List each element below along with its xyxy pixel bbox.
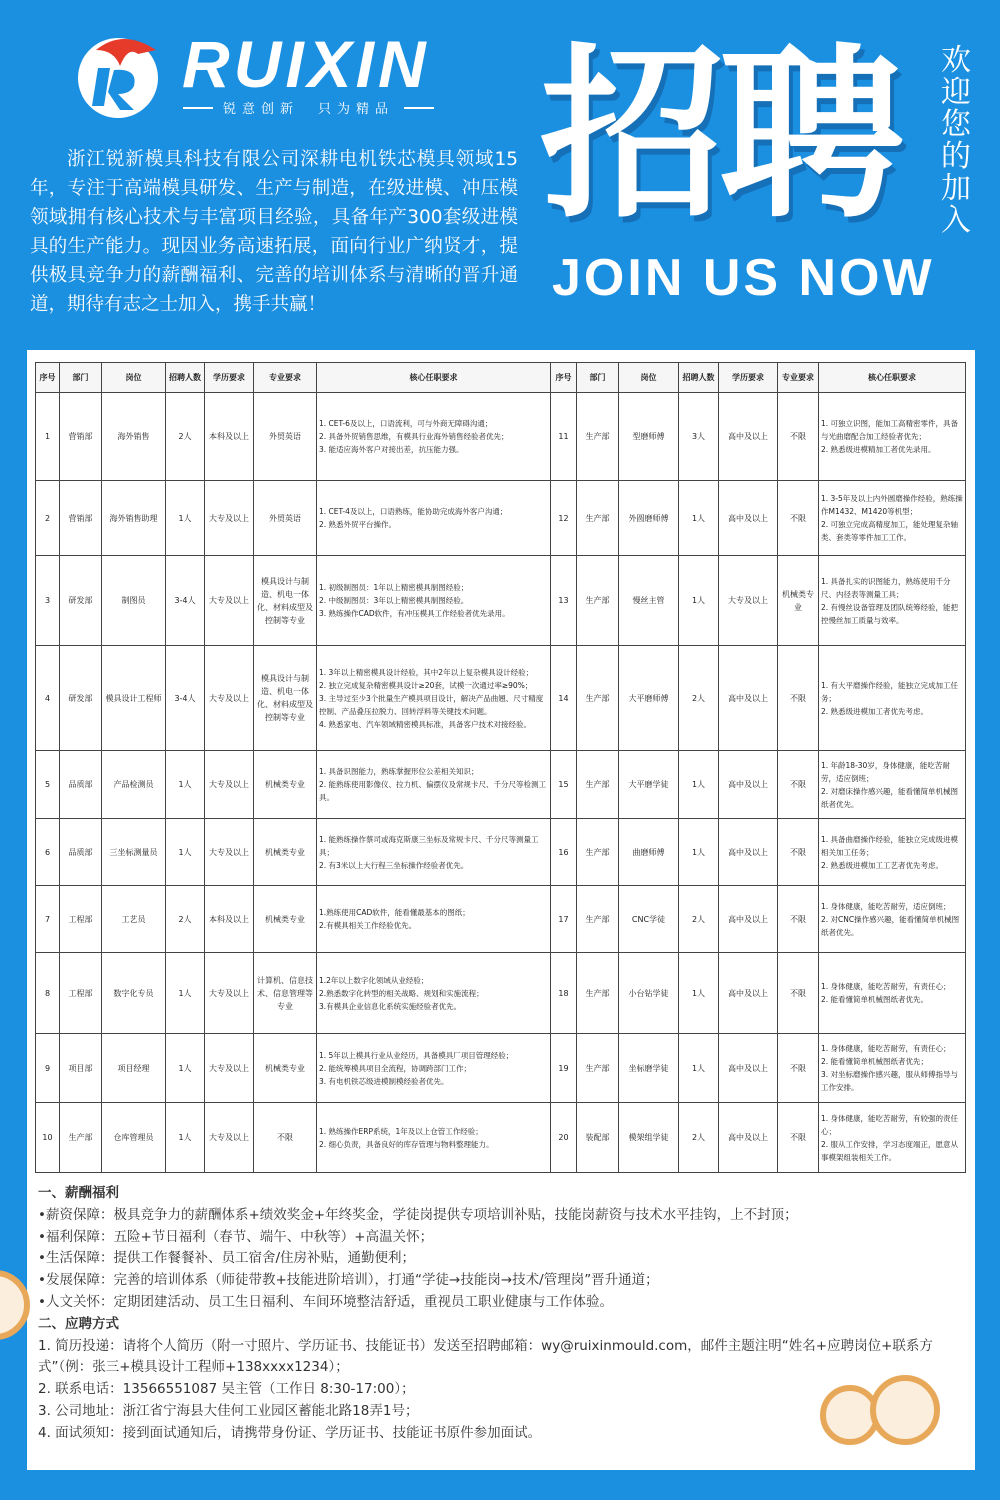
- education-cell: 大专及以上: [205, 556, 254, 646]
- requirements-cell: 1. 具备识图能力，熟练掌握形位公差相关知识； 2. 能熟练使用影像仪、拉力机、偏摆仪及常规卡尺、千分尺等检测工具。: [317, 751, 551, 819]
- position-cell: 制图员: [102, 556, 166, 646]
- requirements-cell: 1. 熟练操作ERP系统，1年及以上仓管工作经验； 2. 细心负责，具备良好的库存管理与物料整理能力。: [317, 1103, 551, 1173]
- column-header: 核心任职要求: [317, 363, 551, 393]
- education-cell: 高中及以上: [719, 481, 778, 556]
- table-header: [36, 363, 966, 393]
- headcount-cell: 3-4人: [166, 646, 205, 751]
- position-cell: 模具设计工程师: [102, 646, 166, 751]
- headcount-cell: 1人: [679, 953, 719, 1034]
- education-cell: 大专及以上: [205, 819, 254, 886]
- seq-cell: 20: [551, 1103, 577, 1173]
- requirements-cell: 1. 3年以上精密模具设计经验，其中2年以上复杂模具设计经验； 2. 独立完成复杂精密模具设计≥20套，试模一次通过率≥90%； 3. 主导过至少3个批量生产模具项目设计，解决产品曲翘、尺寸精度控制、产品叠压拉脱力、回转浮料等关键技术问题。 4. 熟悉家电、汽车领域精密模具标准，具备客户技术对接经验。: [317, 646, 551, 751]
- position-cell: 小台钻学徒: [619, 953, 679, 1034]
- major-cell: 不限: [778, 751, 819, 819]
- column-header: 学历要求: [205, 363, 254, 393]
- table-row: [36, 393, 966, 481]
- education-cell: 本科及以上: [205, 393, 254, 481]
- headcount-cell: 1人: [679, 556, 719, 646]
- benefit-item: •薪资保障：极具竞争力的薪酬体系+绩效奖金+年终奖金，学徒岗提供专项培训补贴，技能岗薪资与技术水平挂钩，上不封顶；: [38, 1206, 798, 1223]
- headcount-cell: 1人: [679, 751, 719, 819]
- major-cell: 外贸英语: [254, 481, 317, 556]
- apply-item: 2. 联系电话：13566551087 吴主管（工作日 8:30-17:00）；: [38, 1381, 415, 1398]
- major-cell: 不限: [778, 1103, 819, 1173]
- headcount-cell: 2人: [679, 1103, 719, 1173]
- column-header: 专业要求: [778, 363, 819, 393]
- department-cell: 生产部: [577, 481, 619, 556]
- column-header: 序号: [551, 363, 577, 393]
- benefit-item: •发展保障：完善的培训体系（师徒带教+技能进阶培训），打通“学徒→技能岗→技术/管理岗”晋升通道；: [38, 1272, 659, 1289]
- column-header: 部门: [577, 363, 619, 393]
- column-header: 序号: [36, 363, 60, 393]
- apply-item: 1. 简历投递：请将个人简历（附一寸照片、学历证书、技能证书）发送至招聘邮箱：wy@ruixinmould.com，邮件主题注明“姓名+应聘岗位+联系方式”（例：张三+模具设计工程师+138xxxx1234）；: [38, 1337, 933, 1376]
- department-cell: 装配部: [577, 1103, 619, 1173]
- benefits-title: 一、薪酬福利: [38, 1185, 119, 1201]
- position-cell: 大平磨师傅: [619, 646, 679, 751]
- table-row: [36, 886, 966, 953]
- seq-cell: 2: [36, 481, 60, 556]
- position-cell: 项目经理: [102, 1034, 166, 1103]
- department-cell: 研发部: [60, 556, 102, 646]
- apply-title: 二、应聘方式: [38, 1315, 119, 1332]
- department-cell: 生产部: [577, 393, 619, 481]
- column-header: 招聘人数: [679, 363, 719, 393]
- headcount-cell: 1人: [166, 1103, 205, 1173]
- recruit-headline: 招聘: [540, 27, 898, 243]
- major-cell: 不限: [778, 393, 819, 481]
- table-row: [36, 751, 966, 819]
- requirements-cell: 1. 3-5年及以上内外圆磨操作经验，熟练操作M1432、M1420等机型； 2. 可独立完成高精度加工，能处理复杂轴类、套类等零件加工工作。: [819, 481, 966, 556]
- seq-cell: 15: [551, 751, 577, 819]
- headcount-cell: 1人: [679, 1034, 719, 1103]
- seq-cell: 12: [551, 481, 577, 556]
- education-cell: 高中及以上: [719, 953, 778, 1034]
- major-cell: 机械类专业: [254, 751, 317, 819]
- requirements-cell: 1. 可独立识图，能加工高精密零件，具备与光曲磨配合加工经验者优先； 2. 熟悉级进模精加工者优先录用。: [819, 393, 966, 481]
- major-cell: 不限: [778, 819, 819, 886]
- major-cell: 机械类专业: [254, 886, 317, 953]
- apply-item: 3. 公司地址：浙江省宁海县大佳何工业园区蓄能北路18弄1号；: [38, 1402, 419, 1419]
- department-cell: 生产部: [577, 1034, 619, 1103]
- major-cell: 不限: [254, 1103, 317, 1173]
- table-row: [36, 819, 966, 886]
- education-cell: 大专及以上: [205, 646, 254, 751]
- position-cell: 数字化专员: [102, 953, 166, 1034]
- department-cell: 营销部: [60, 393, 102, 481]
- requirements-cell: 1. 身体健康，能吃苦耐劳，适应倒班； 2. 对CNC操作感兴趣，能看懂简单机械图纸者优先。: [819, 886, 966, 953]
- education-cell: 大专及以上: [719, 556, 778, 646]
- department-cell: 生产部: [577, 953, 619, 1034]
- education-cell: 大专及以上: [205, 953, 254, 1034]
- seq-cell: 9: [36, 1034, 60, 1103]
- position-cell: 海外销售助理: [102, 481, 166, 556]
- benefit-item: •福利保障：五险+节日福利（春节、端午、中秋等）+高温关怀；: [38, 1228, 434, 1245]
- brand-slogan: 锐意创新 只为精品: [183, 98, 434, 117]
- department-cell: 项目部: [60, 1034, 102, 1103]
- column-header: 部门: [60, 363, 102, 393]
- position-cell: CNC学徒: [619, 886, 679, 953]
- headcount-cell: 1人: [166, 1034, 205, 1103]
- position-cell: 大平磨学徒: [619, 751, 679, 819]
- benefit-item: •生活保障：提供工作餐餐补、员工宿舍/住房补贴，通勤便利；: [38, 1250, 416, 1267]
- apply-item: 4. 面试须知：接到面试通知后，请携带身份证、学历证书、技能证书原件参加面试。: [38, 1424, 542, 1441]
- position-cell: 工艺员: [102, 886, 166, 953]
- department-cell: 生产部: [577, 556, 619, 646]
- department-cell: 营销部: [60, 481, 102, 556]
- education-cell: 大专及以上: [205, 1103, 254, 1173]
- major-cell: 机械类专业: [778, 556, 819, 646]
- table-row: [36, 953, 966, 1034]
- table-row: [36, 481, 966, 556]
- column-header: 学历要求: [719, 363, 778, 393]
- seq-cell: 11: [551, 393, 577, 481]
- seq-cell: 14: [551, 646, 577, 751]
- position-cell: 模架组学徒: [619, 1103, 679, 1173]
- department-cell: 品质部: [60, 819, 102, 886]
- headcount-cell: 2人: [679, 646, 719, 751]
- department-cell: 研发部: [60, 646, 102, 751]
- column-header: 岗位: [102, 363, 166, 393]
- department-cell: 生产部: [577, 819, 619, 886]
- position-cell: 型磨师傅: [619, 393, 679, 481]
- seq-cell: 4: [36, 646, 60, 751]
- requirements-cell: 1.2年以上数字化领域从业经验； 2.熟悉数字化转型的相关战略、规划和实施流程； 3.有模具企业信息化系统实施经验者优先。: [317, 953, 551, 1034]
- department-cell: 品质部: [60, 751, 102, 819]
- column-header: 招聘人数: [166, 363, 205, 393]
- column-header: 核心任职要求: [819, 363, 966, 393]
- seq-cell: 1: [36, 393, 60, 481]
- position-cell: 三坐标测量员: [102, 819, 166, 886]
- headcount-cell: 1人: [166, 953, 205, 1034]
- benefit-item: •人文关怀：定期团建活动、员工生日福利、车间环境整洁舒适，重视员工职业健康与工作体验。: [38, 1293, 613, 1310]
- position-cell: 坐标磨学徒: [619, 1034, 679, 1103]
- position-cell: 仓库管理员: [102, 1103, 166, 1173]
- headcount-cell: 1人: [166, 481, 205, 556]
- table-row: [36, 646, 966, 751]
- requirements-cell: 1. 具备扎实的识图能力，熟练使用千分尺、内径表等测量工具； 2. 有慢丝设备管理及团队统筹经验，能把控慢丝加工质量与效率。: [819, 556, 966, 646]
- major-cell: 不限: [778, 1034, 819, 1103]
- major-cell: 不限: [778, 481, 819, 556]
- seq-cell: 19: [551, 1034, 577, 1103]
- position-cell: 慢丝主管: [619, 556, 679, 646]
- major-cell: 机械类专业: [254, 1034, 317, 1103]
- education-cell: 本科及以上: [205, 886, 254, 953]
- seq-cell: 7: [36, 886, 60, 953]
- headcount-cell: 2人: [166, 393, 205, 481]
- major-cell: 机械类专业: [254, 819, 317, 886]
- headcount-cell: 1人: [166, 751, 205, 819]
- headcount-cell: 3人: [679, 393, 719, 481]
- jobs-table: [35, 362, 966, 1173]
- seq-cell: 10: [36, 1103, 60, 1173]
- education-cell: 高中及以上: [719, 751, 778, 819]
- headcount-cell: 3-4人: [166, 556, 205, 646]
- welcome-text: 欢迎您的加入: [941, 43, 971, 238]
- ruixin-logo-icon: [68, 28, 168, 120]
- table-row: [36, 1034, 966, 1103]
- major-cell: 不限: [778, 886, 819, 953]
- major-cell: 模具设计与制造、机电一体化、材料成型及控制等专业: [254, 556, 317, 646]
- education-cell: 大专及以上: [205, 481, 254, 556]
- seq-cell: 5: [36, 751, 60, 819]
- seq-cell: 18: [551, 953, 577, 1034]
- requirements-cell: 1. CET-6及以上，口语流利，可与外商无障碍沟通； 2. 具备外贸销售思维，有模具行业海外销售经验者优先； 3. 能适应海外客户对接出差，抗压能力强。: [317, 393, 551, 481]
- column-header: 专业要求: [254, 363, 317, 393]
- education-cell: 高中及以上: [719, 1034, 778, 1103]
- department-cell: 生产部: [577, 886, 619, 953]
- major-cell: 外贸英语: [254, 393, 317, 481]
- major-cell: 计算机、信息技术、信息管理等专业: [254, 953, 317, 1034]
- seq-cell: 3: [36, 556, 60, 646]
- education-cell: 大专及以上: [205, 751, 254, 819]
- education-cell: 高中及以上: [719, 819, 778, 886]
- requirements-cell: 1. 有大平磨操作经验，能独立完成加工任务； 2. 熟悉级进模加工者优先考虑。: [819, 646, 966, 751]
- requirements-cell: 1. 5年以上模具行业从业经历，具备模具厂项目管理经验； 2. 能统筹模具项目全流程，协调跨部门工作； 3. 有电机铁芯级进模制模经验者优先。: [317, 1034, 551, 1103]
- join-us-now: JOIN US NOW: [552, 249, 935, 307]
- seq-cell: 6: [36, 819, 60, 886]
- department-cell: 生产部: [577, 751, 619, 819]
- requirements-cell: 1. 具备曲磨操作经验，能独立完成级进模相关加工任务； 2. 熟悉级进模加工工艺者优先考虑。: [819, 819, 966, 886]
- headcount-cell: 1人: [679, 481, 719, 556]
- headcount-cell: 2人: [166, 886, 205, 953]
- department-cell: 生产部: [577, 646, 619, 751]
- major-cell: 不限: [778, 953, 819, 1034]
- education-cell: 高中及以上: [719, 393, 778, 481]
- headcount-cell: 2人: [679, 886, 719, 953]
- position-cell: 外圆磨师傅: [619, 481, 679, 556]
- cloud-decoration-left: [0, 1270, 30, 1340]
- major-cell: 模具设计与制造、机电一体化、材料成型及控制等专业: [254, 646, 317, 751]
- seq-cell: 17: [551, 886, 577, 953]
- position-cell: 产品检测员: [102, 751, 166, 819]
- seq-cell: 8: [36, 953, 60, 1034]
- education-cell: 高中及以上: [719, 886, 778, 953]
- requirements-cell: 1. 身体健康，能吃苦耐劳，有责任心； 2. 能看懂简单机械图纸者优先； 3. 对坐标磨操作感兴趣，服从师傅指导与工作安排。: [819, 1034, 966, 1103]
- education-cell: 高中及以上: [719, 646, 778, 751]
- requirements-cell: 1. 身体健康，能吃苦耐劳，有责任心； 2. 能看懂简单机械图纸者优先。: [819, 953, 966, 1034]
- company-intro: 浙江锐新模具科技有限公司深耕电机铁芯模具领域15年，专注于高端模具研发、生产与制造，在级进模、冲压模领域拥有核心技术与丰富项目经验，具备年产300套级进模具的生产能力。现因业务高速拓展，面向行业广纳贤才，提供极具竞争力的薪酬福利、完善的培训体系与清晰的晋升通道，期待有志之士加入，携手共赢！: [30, 149, 518, 315]
- position-cell: 曲磨师傅: [619, 819, 679, 886]
- table-row: [36, 556, 966, 646]
- major-cell: 不限: [778, 646, 819, 751]
- requirements-cell: 1. 能熟练操作蔡司或海克斯康三坐标及常规卡尺、千分尺等测量工具； 2. 有3米以上大行程三坐标操作经验者优先。: [317, 819, 551, 886]
- department-cell: 生产部: [60, 1103, 102, 1173]
- brand-name: RUIXIN: [182, 27, 430, 101]
- position-cell: 海外销售: [102, 393, 166, 481]
- education-cell: 高中及以上: [719, 1103, 778, 1173]
- seq-cell: 16: [551, 819, 577, 886]
- department-cell: 工程部: [60, 953, 102, 1034]
- requirements-cell: 1.熟练使用CAD软件，能看懂最基本的图纸； 2.有模具相关工作经验优先。: [317, 886, 551, 953]
- requirements-cell: 1. 年龄18-30岁，身体健康，能吃苦耐劳，适应倒班； 2. 对磨床操作感兴趣，能看懂简单机械图纸者优先。: [819, 751, 966, 819]
- education-cell: 大专及以上: [205, 1034, 254, 1103]
- requirements-cell: 1. 身体健康，能吃苦耐劳，有较强的责任心； 2. 服从工作安排，学习态度端正，愿意从事模架组装相关工作。: [819, 1103, 966, 1173]
- column-header: 岗位: [619, 363, 679, 393]
- department-cell: 工程部: [60, 886, 102, 953]
- benefits-section: [38, 1183, 968, 1445]
- seq-cell: 13: [551, 556, 577, 646]
- requirements-cell: 1. CET-4及以上，口语熟练，能协助完成海外客户沟通； 2. 熟悉外贸平台操作。: [317, 481, 551, 556]
- headcount-cell: 1人: [166, 819, 205, 886]
- headcount-cell: 1人: [679, 819, 719, 886]
- table-row: [36, 1103, 966, 1173]
- requirements-cell: 1. 初级制图员：1年以上精密模具制图经验； 2. 中级制图员：3年以上精密模具制图经验。 3. 熟练操作CAD软件，有冲压模具工作经验者优先录用。: [317, 556, 551, 646]
